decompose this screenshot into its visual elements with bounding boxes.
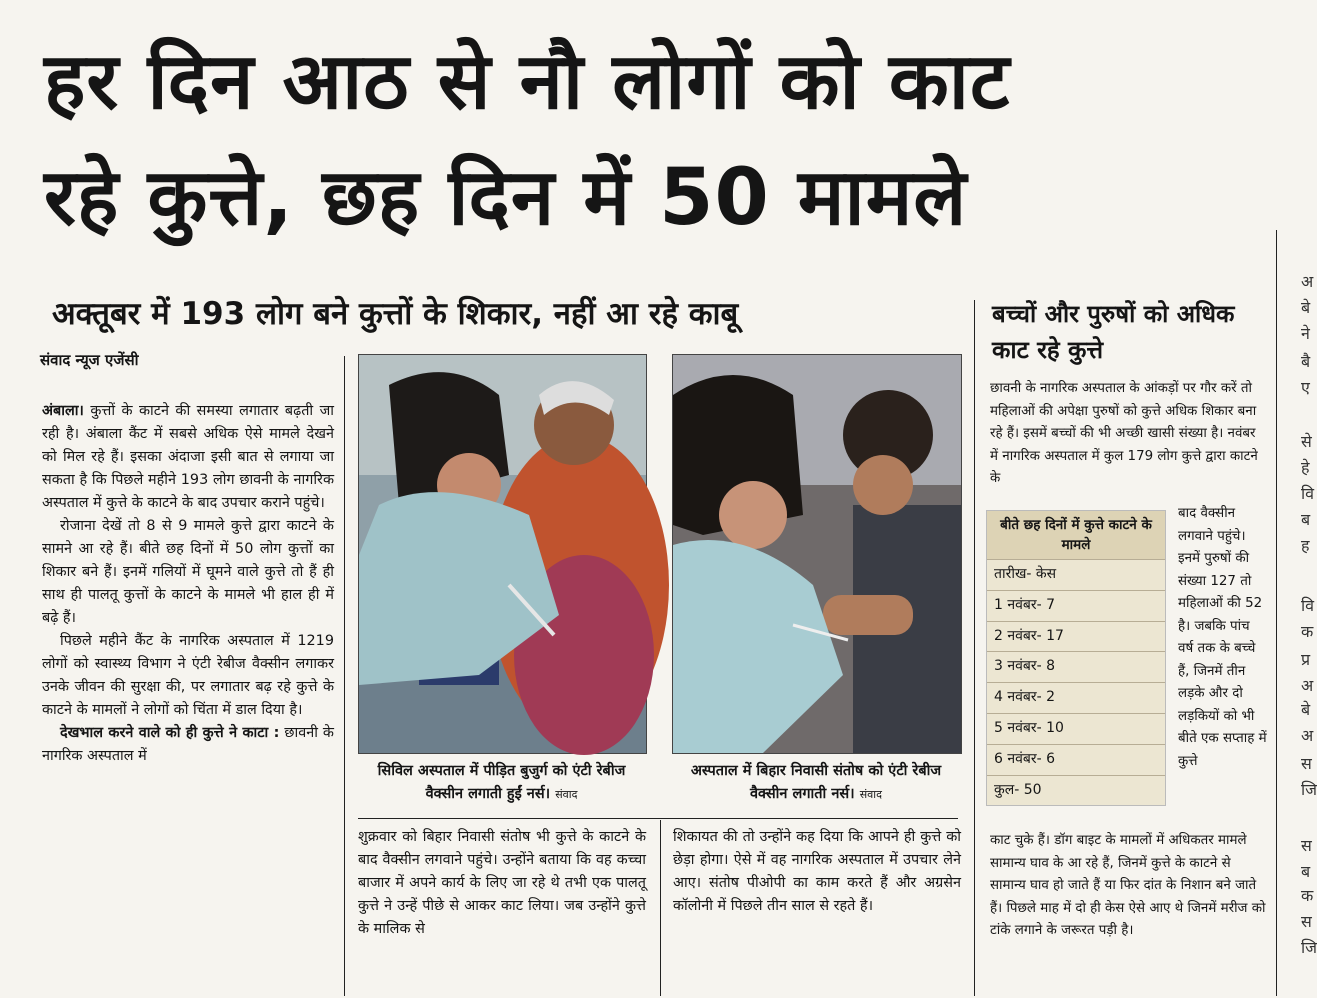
byline: संवाद न्यूज एजेंसी (40, 351, 139, 369)
edge-fragment: अ (1301, 676, 1314, 695)
photo-elderly-woman-vaccination (358, 354, 647, 754)
headline-line-2: रहे कुत्ते, छह दिन में 50 मामले (44, 153, 968, 243)
edge-fragment: ह (1301, 536, 1310, 555)
table-row: 4 नवंबर- 2 (987, 682, 1165, 713)
caption-text: सिविल अस्पताल में पीड़ित बुजुर्ग को एंटी रेबीज वैक्सीन लगाती हुईं नर्स। (377, 763, 626, 802)
headline-line-1: हर दिन आठ से नौ लोगों को काट (44, 37, 1011, 127)
table-title: बीते छह दिनों में कुत्ते काटने के मामले (987, 511, 1165, 559)
paragraph: कुत्तों के काटने की समस्या लगातार बढ़ती जा रही है। अंबाला कैंट में सबसे अधिक ऐसे मामले देखने को मिल रहे हैं। इसका अंदाजा इसी बात से लगाया जा सकता है कि पिछले महीने 193 लोग छावनी के नागरिक अस्पताल में कुत्ते के काटने के बाद उपचार कराने पहुंचे। (42, 403, 334, 511)
column-divider (344, 356, 345, 996)
table-row: 2 नवंबर- 17 (987, 621, 1165, 652)
article-column-1 (42, 400, 334, 768)
edge-fragment: जि (1301, 938, 1317, 957)
photo-caption-rule (358, 818, 958, 819)
edge-fragment: ए (1301, 378, 1310, 397)
cases-table (986, 510, 1166, 806)
edge-fragment: वि (1301, 596, 1315, 615)
photo-illustration (359, 355, 646, 753)
edge-fragment: हे (1301, 458, 1310, 477)
paragraph: रोजाना देखें तो 8 से 9 मामले कुत्ते द्वारा काटने के सामने आ रहे हैं। बीते छह दिनों में 50 लोग कुत्तों का शिकार बने हैं। इनमें गलियों में घूमने वाले कुत्ते तो हैं ही साथ ही पालतू कुत्तों के काटने के मामले भी हाल ही में बढ़े हैं। (42, 518, 334, 626)
sidebar-paragraph-1: छावनी के नागरिक अस्पताल के आंकड़ों पर गौर करें तो महिलाओं की अपेक्षा पुरुषों को कुत्ते अधिक शिकार बना रहे हैं। इसमें बच्चों की भी अच्छी खासी संख्या है। नवंबर में नागरिक अस्पताल में कुल 179 लोग कुत्ते द्वारा काटने के (990, 381, 1258, 486)
crosshead: देखभाल करने वाले को ही कुत्ते ने काटा : (60, 725, 280, 741)
article-column-3: शिकायत की तो उन्होंने कह दिया कि आपने ही कुत्ते को छेड़ा होगा। ऐसे में वह नागरिक अस्पताल में उपचार लेने आए। संतोष पीओपी का काम करते हैं और अग्रसेन कॉलोनी में पिछले तीन साल से रहते हैं। (673, 829, 961, 914)
edge-fragment: ब (1301, 510, 1311, 529)
edge-fragment: स (1301, 754, 1312, 773)
edge-fragment: ब (1301, 862, 1311, 881)
edge-fragment: से (1301, 432, 1312, 451)
dateline: अंबाला। (42, 403, 84, 419)
edge-fragment: बे (1301, 700, 1311, 719)
paragraph: पिछले महीने कैंट के नागरिक अस्पताल में 1219 लोगों को स्वास्थ्य विभाग ने एंटी रेबीज वैक्सीन लगाकर उनके जीवन की सुरक्षा की, पर लगातार बढ़ रहे कुत्ते के काटने के मामलों ने लोगों को चिंता में डाल दिया है। (42, 633, 334, 718)
sidebar-heading: बच्चों और पुरुषों को अधिक काट रहे कुत्ते (992, 300, 1235, 364)
edge-fragment: अ (1301, 726, 1314, 745)
column-divider (1276, 230, 1277, 996)
subheadline: अक्तूबर में 193 लोग बने कुत्तों के शिकार, नहीं आ रहे काबू (52, 296, 739, 332)
edge-fragment: बै (1301, 352, 1311, 371)
column-divider (660, 820, 661, 996)
photo-1-caption (358, 760, 645, 806)
table-rows (987, 559, 1165, 805)
edge-fragment: अ (1301, 272, 1314, 291)
edge-fragment: वि (1301, 484, 1315, 503)
photo-2-caption (672, 760, 960, 806)
sidebar-paragraph-3: काट चुके हैं। डॉग बाइट के मामलों में अधिकतर मामले सामान्य घाव के आ रहे हैं, जिनमें कुत्ते के काटने से सामान्य घाव हो जाते हैं या फिर दांत के निशान बने जाते हैं। पिछले माह में दो ही केस ऐसे आए थे जिनमें मरीज को टांके लगाने के जरूरत पड़ी है। (990, 833, 1266, 938)
table-row: 3 नवंबर- 8 (987, 651, 1165, 682)
edge-fragment: क (1301, 622, 1314, 641)
edge-fragment: क (1301, 886, 1314, 905)
caption-text: अस्पताल में बिहार निवासी संतोष को एंटी रेबीज वैक्सीन लगाती नर्स। (690, 763, 942, 802)
table-row: कुल- 50 (987, 775, 1165, 806)
edge-fragment: ने (1301, 324, 1310, 343)
article-column-2: शुक्रवार को बिहार निवासी संतोष भी कुत्ते के काटने के बाद वैक्सीन लगवाने पहुंचे। उन्होंने बताया कि वह कच्चा बाजार में अपने कार्य के लिए जा रहे थे तभी एक पालतू कुत्ते ने उन्हें पीछे से आकर काट लिया। जब उन्होंने कुत्ते के मालिक से (358, 829, 646, 937)
table-row: 5 नवंबर- 10 (987, 713, 1165, 744)
paragraph: छावनी के नागरिक अस्पताल में (42, 725, 334, 764)
table-row: 1 नवंबर- 7 (987, 590, 1165, 621)
edge-fragment: जि (1301, 780, 1317, 799)
edge-fragment: स (1301, 912, 1312, 931)
photo-santosh-vaccination (672, 354, 962, 754)
edge-fragment: प्र (1301, 650, 1311, 669)
photo-credit: संवाद (859, 788, 882, 801)
table-row: तारीख- केस (987, 559, 1165, 590)
edge-fragment: बे (1301, 298, 1311, 317)
edge-fragment: स (1301, 836, 1312, 855)
column-divider (974, 300, 975, 996)
sidebar-paragraph-2: बाद वैक्सीन लगवाने पहुंचे। इनमें पुरुषों की संख्या 127 तो महिलाओं की 52 है। जबकि पांच वर्ष तक के बच्चे हैं, जिनमें तीन लड़के और दो लड़कियों को भी बीते एक सप्ताह में कुत्ते (1178, 506, 1267, 769)
photo-illustration (673, 355, 961, 753)
table-row: 6 नवंबर- 6 (987, 744, 1165, 775)
photo-credit: संवाद (555, 788, 578, 801)
